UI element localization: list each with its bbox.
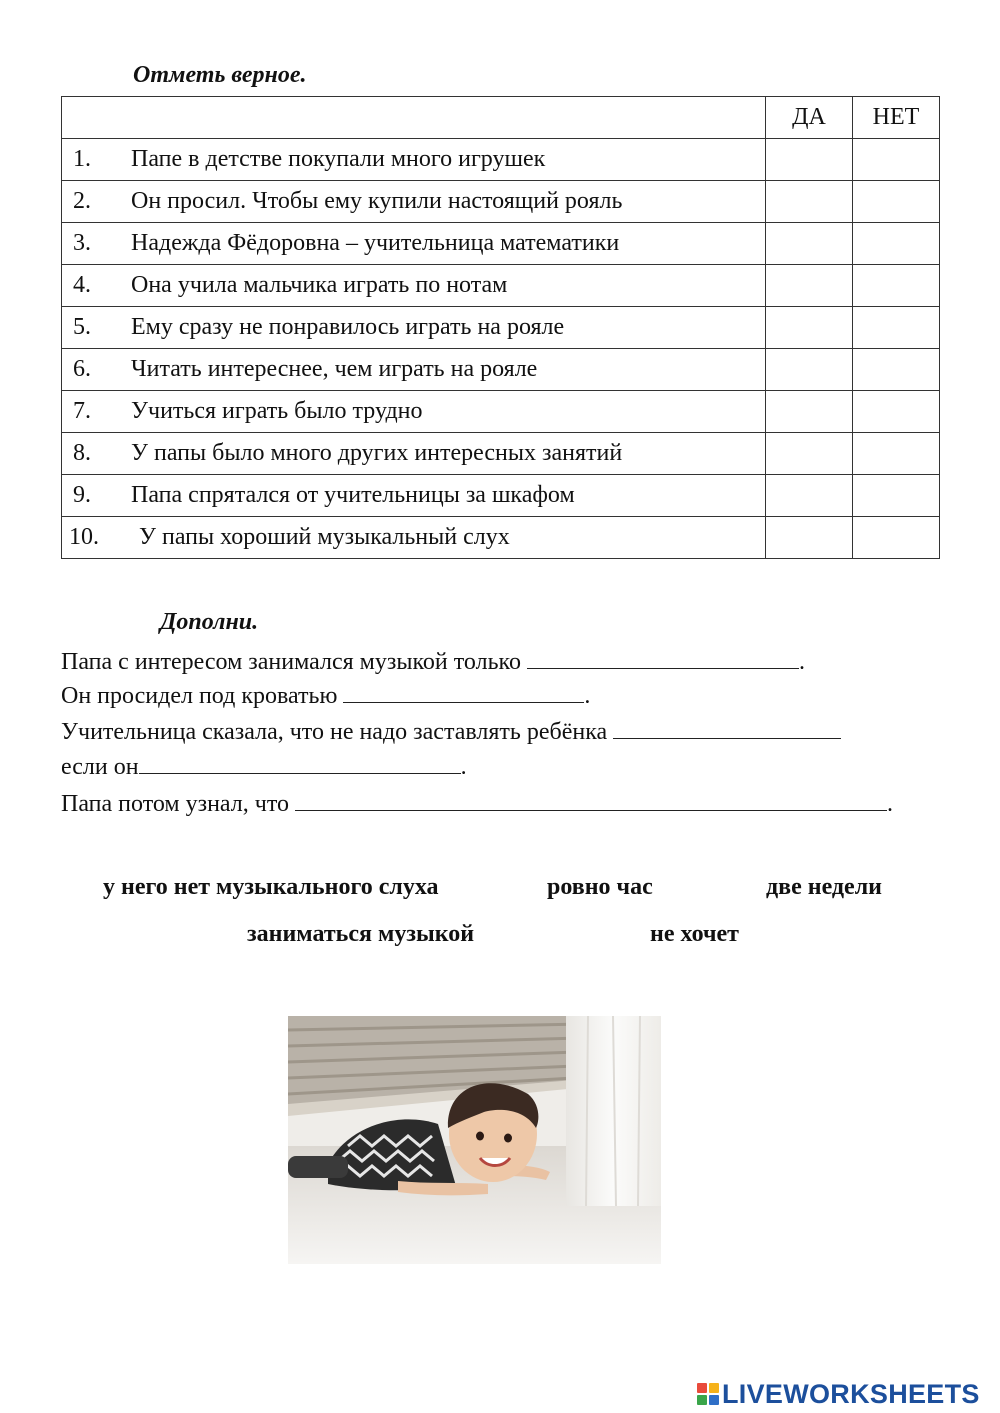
liveworksheets-logo (697, 1377, 980, 1411)
blank-input-3[interactable] (613, 716, 841, 739)
blank-input-4[interactable] (139, 751, 461, 774)
table-row (62, 391, 940, 433)
statement-number: 1. (73, 146, 91, 172)
statement-number: 4. (73, 272, 91, 298)
statement-cell (62, 517, 766, 559)
no-checkbox-cell[interactable] (853, 517, 940, 559)
statement-cell (62, 265, 766, 307)
logo-text: LIVEWORKSHEETS (722, 1378, 980, 1409)
yes-checkbox-cell[interactable] (766, 265, 853, 307)
no-checkbox-cell[interactable] (853, 139, 940, 181)
no-checkbox-cell[interactable] (853, 307, 940, 349)
fill-line-1 (61, 646, 805, 676)
no-checkbox-cell[interactable] (853, 433, 940, 475)
fill-text-before: Папа с интересом занимался музыкой только (61, 649, 527, 675)
table-row (62, 307, 940, 349)
table-row (62, 181, 940, 223)
table-row (62, 265, 940, 307)
logo-mark-icon (697, 1383, 719, 1405)
yes-checkbox-cell[interactable] (766, 433, 853, 475)
statement-cell (62, 391, 766, 433)
true-false-table (61, 96, 940, 559)
statement-number: 5. (73, 314, 91, 340)
yes-checkbox-cell[interactable] (766, 391, 853, 433)
statement-cell (62, 433, 766, 475)
table-row (62, 139, 940, 181)
fill-text-after: . (584, 683, 591, 709)
yes-checkbox-cell[interactable] (766, 181, 853, 223)
no-checkbox-cell[interactable] (853, 223, 940, 265)
word-bank-item: не хочет (650, 921, 739, 947)
statement-text: У папы было много других интересных занятий (131, 440, 623, 466)
statement-number: 8. (73, 440, 91, 466)
statement-cell (62, 475, 766, 517)
statement-cell (62, 139, 766, 181)
statement-text: Папе в детстве покупали много игрушек (131, 146, 546, 172)
blank-input-1[interactable] (527, 646, 799, 669)
word-bank-item: у него нет музыкального слуха (103, 874, 439, 900)
fill-text-before: Учительница сказала, что не надо заставлять ребёнка (61, 719, 614, 745)
fill-line-4 (61, 751, 467, 781)
fill-line-5 (61, 788, 893, 818)
statement-number: 6. (73, 356, 91, 382)
photo-illustration (288, 1016, 661, 1264)
statement-number: 3. (73, 230, 91, 256)
statement-text: Ему сразу не понравилось играть на рояле (131, 314, 565, 340)
word-bank-item: две недели (766, 874, 883, 900)
yes-checkbox-cell[interactable] (766, 139, 853, 181)
statement-text: Учиться играть было трудно (131, 398, 423, 424)
header-blank-cell (62, 97, 766, 139)
fill-text-before: Он просидел под кроватью (61, 683, 344, 709)
statement-cell (62, 307, 766, 349)
fill-line-2 (61, 680, 590, 710)
yes-checkbox-cell[interactable] (766, 517, 853, 559)
statement-text: Она учила мальчика играть по нотам (131, 272, 508, 298)
no-checkbox-cell[interactable] (853, 265, 940, 307)
yes-checkbox-cell[interactable] (766, 223, 853, 265)
statement-text: Читать интереснее, чем играть на рояле (131, 356, 538, 382)
logo-square (697, 1395, 707, 1405)
table-row (62, 223, 940, 265)
statement-cell (62, 349, 766, 391)
boy-under-bed-photo (288, 1016, 661, 1264)
no-checkbox-cell[interactable] (853, 181, 940, 223)
statement-cell (62, 181, 766, 223)
section-title-complete: Дополни. (160, 609, 259, 635)
statement-text: У папы хороший музыкальный слух (139, 524, 510, 550)
fill-text-before: Папа потом узнал, что (61, 791, 295, 817)
word-bank-item: ровно час (547, 874, 653, 900)
table-row (62, 349, 940, 391)
word-bank-item: заниматься музыкой (247, 921, 475, 947)
statement-cell (62, 223, 766, 265)
table-row (62, 517, 940, 559)
no-checkbox-cell[interactable] (853, 475, 940, 517)
logo-square (709, 1395, 719, 1405)
header-no: НЕТ (853, 97, 940, 139)
statement-number: 9. (73, 482, 91, 508)
statement-text: Надежда Фёдоровна – учительница математики (131, 230, 620, 256)
fill-text-after: . (887, 791, 893, 817)
yes-checkbox-cell[interactable] (766, 475, 853, 517)
table-row (62, 433, 940, 475)
statement-number: 10. (69, 524, 99, 550)
fill-text-after: . (798, 649, 805, 675)
statement-text: Он просил. Чтобы ему купили настоящий рояль (131, 188, 623, 214)
header-yes: ДА (766, 97, 853, 139)
no-checkbox-cell[interactable] (853, 391, 940, 433)
yes-checkbox-cell[interactable] (766, 307, 853, 349)
table-row (62, 475, 940, 517)
blank-input-2[interactable] (343, 680, 584, 703)
statement-number: 2. (73, 188, 91, 214)
table-header-row (62, 97, 940, 139)
section-title-mark-true: Отметь верное. (133, 62, 307, 88)
fill-text-before: если он (61, 754, 139, 780)
blank-input-5[interactable] (295, 788, 887, 811)
statement-number: 7. (73, 398, 91, 424)
fill-text-after: . (460, 754, 467, 780)
fill-line-3 (61, 716, 841, 746)
no-checkbox-cell[interactable] (853, 349, 940, 391)
statement-text: Папа спрятался от учительницы за шкафом (131, 482, 575, 508)
logo-square (709, 1383, 719, 1393)
yes-checkbox-cell[interactable] (766, 349, 853, 391)
logo-square (697, 1383, 707, 1393)
